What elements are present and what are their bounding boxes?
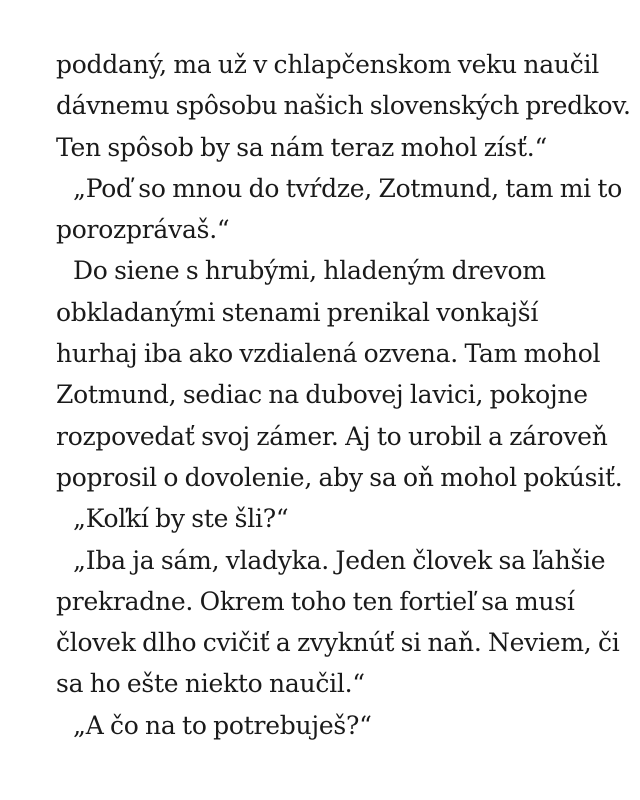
body-text: [56, 44, 631, 746]
text-line: Zotmund, sediac na dubovej lavici, pokojne: [56, 380, 588, 410]
text-line: sa ho ešte niekto naučil.“: [56, 669, 365, 699]
text-line: prekradne. Okrem toho ten fortieľ sa musí: [56, 586, 575, 616]
text-line: „Koľkí by ste šli?“: [73, 504, 289, 534]
text-line: „Poď so mnou do tvŕdze, Zotmund, tam mi to: [73, 173, 623, 203]
text-line: dávnemu spôsobu našich slovenských predkov.: [56, 91, 631, 121]
text-line: rozpovedať svoj zámer. Aj to urobil a zároveň: [56, 421, 608, 451]
text-line: Ten spôsob by sa nám teraz mohol zísť.“: [56, 132, 547, 162]
text-line: poprosil o dovolenie, aby sa oň mohol pokúsiť.: [56, 462, 623, 492]
text-line: obkladanými stenami prenikal vonkajší: [56, 297, 539, 327]
text-line: porozprávaš.“: [56, 215, 230, 245]
text-line: „Iba ja sám, vladyka. Jeden človek sa ľahšie: [73, 545, 606, 575]
text-line: poddaný, ma už v chlapčenskom veku naučil: [56, 50, 599, 79]
text-line: hurhaj iba ako vzdialená ozvena. Tam mohol: [56, 339, 601, 369]
text-line: „A čo na to potrebuješ?“: [73, 710, 372, 740]
text-line: Do siene s hrubými, hladeným drevom: [73, 256, 546, 286]
text-line: človek dlho cvičiť a zvyknúť si naň. Neviem, či: [56, 628, 620, 658]
